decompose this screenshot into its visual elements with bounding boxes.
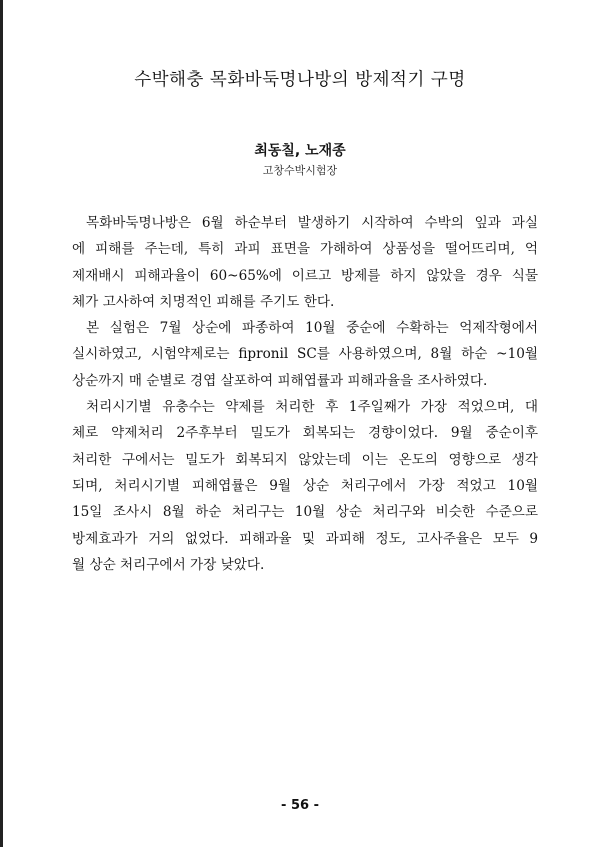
scan-edge — [0, 0, 3, 847]
text-line: 목화바둑명나방은 6월 하순부터 발생하기 시작하여 수박의 잎과 과실 — [86, 215, 538, 231]
paper-authors: 최동칠, 노재종 — [254, 143, 346, 159]
paper-title: 수박해충 목화바둑명나방의 방제적기 구명 — [134, 70, 466, 90]
text-line: 실시하였고, 시험약제로는 fipronil SC를 사용하였으며, 8월 하순 ~10월 — [72, 346, 538, 363]
text-line: 체가 고사하여 치명적인 피해를 주기도 한다. — [72, 293, 335, 310]
text-line: 본 실험은 7월 상순에 파종하여 10월 중순에 수확하는 억제작형에서 — [86, 320, 538, 337]
text-line: 방제효과가 거의 없었다. 피해과율 및 과피해 정도, 고사주율은 모두 9 — [72, 530, 538, 547]
text-line: 처리한 구에서는 밀도가 회복되지 않았는데 이는 온도의 영향으로 생각 — [72, 451, 538, 468]
text-line: 체로 약제처리 2주후부터 밀도가 회복되는 경향이었다. 9월 중순이후 — [72, 425, 538, 442]
text-line: 되며, 처리시기별 피해엽률은 9월 상순 처리구에서 가장 적었고 10월 — [72, 477, 538, 494]
text-line: 제재배시 피해과율이 60~65%에 이르고 방제를 하지 않았을 경우 식물 — [72, 267, 538, 284]
text-line: 에 피해를 주는데, 특히 과피 표면을 가해하여 상품성을 떨어뜨리며, 억 — [72, 241, 538, 258]
text-line: 상순까지 매 순별로 경엽 살포하여 피해엽률과 피해과율을 조사하였다. — [72, 372, 488, 389]
page-number: - 56 - — [281, 798, 319, 813]
text-line: 15일 조사시 8월 하순 처리구는 10월 상순 처리구와 비슷한 수준으로 — [72, 504, 538, 521]
paper-affiliation: 고창수박시험장 — [262, 164, 338, 177]
abstract-body — [72, 210, 538, 578]
text-line: 처리시기별 유충수는 약제를 처리한 후 1주일째가 가장 적었으며, 대 — [86, 399, 538, 416]
text-line: 월 상순 처리구에서 가장 낮았다. — [72, 556, 265, 573]
